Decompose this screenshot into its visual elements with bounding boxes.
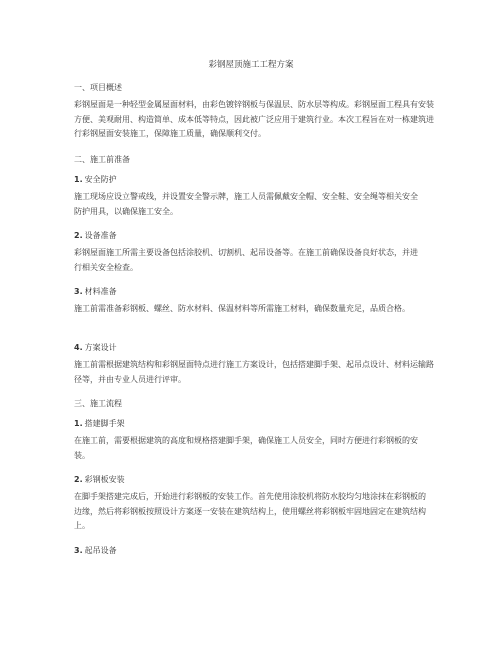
subsection-title: 搭建脚手架: [84, 419, 125, 428]
subsection-title: 材料准备: [84, 287, 117, 296]
subsection-title: 方案设计: [84, 343, 117, 352]
subsection-number: 2.: [74, 231, 83, 240]
subsection-number: 1.: [74, 175, 83, 184]
subsection-number: 1.: [74, 419, 83, 428]
subsection-heading: [74, 472, 125, 487]
subsection-title: 安全防护: [84, 175, 117, 184]
subsection-paragraph: 施工现场应设立警戒线，并设置安全警示牌，施工人员需佩戴安全帽、安全鞋、安全绳等相关安全防护用具，以确保施工安全。: [74, 192, 418, 216]
section-heading: 二、施工前准备: [74, 155, 130, 164]
subsection-number: 4.: [74, 343, 83, 352]
subsection-paragraph: 施工前需根据建筑结构和彩钢屋面特点进行施工方案设计，包括搭建脚手架、起吊点设计、材料运输路径等，并由专业人员进行评审。: [74, 360, 434, 384]
subsection-title: 起吊设备: [84, 546, 117, 555]
subsection-heading: [74, 284, 117, 299]
subsection-number: 2.: [74, 475, 83, 484]
subsection-number: 3.: [74, 546, 83, 555]
subsection-paragraph: 施工前需准备彩钢板、螺丝、防水材料、保温材料等所需施工材料，确保数量充足，品质合格。: [74, 304, 410, 313]
subsection-heading: [74, 228, 117, 243]
subsection-heading: [74, 416, 125, 431]
section-paragraph: 彩钢屋面是一种轻型金属屋面材料，由彩色镀锌钢板与保温层、防水层等构成。彩钢屋面工程具有安装方便、美观耐用、构造简单、成本低等特点，因此被广泛应用于建筑行业。本次工程旨在对一栋建筑进行彩钢屋面安装施工，保障施工质量，确保顺利交付。: [74, 100, 434, 138]
subsection-heading: [74, 543, 117, 558]
subsection-title: 设备准备: [84, 231, 117, 240]
subsection-heading: [74, 340, 117, 355]
subsection-paragraph: 彩钢屋面施工所需主要设备包括涂胶机、切割机、起吊设备等。在施工前确保设备良好状态，并进行相关安全检查。: [74, 248, 418, 272]
subsection-paragraph: 在施工前，需要根据建筑的高度和规格搭建脚手架，确保施工人员安全，同时方便进行彩钢板的安装。: [74, 436, 418, 460]
document-title: 彩钢屋顶施工工程方案: [208, 60, 294, 70]
section-heading: 一、项目概述: [74, 83, 122, 92]
subsection-title: 彩钢板安装: [84, 475, 125, 484]
subsection-number: 3.: [74, 287, 83, 296]
subsection-heading: [74, 172, 117, 187]
section-heading: 三、施工流程: [74, 399, 122, 408]
subsection-paragraph: 在脚手架搭建完成后，开始进行彩钢板的安装工作。首先使用涂胶机将防水胶均匀地涂抹在彩钢板的边缘，然后将彩钢板按照设计方案逐一安装在建筑结构上，使用螺丝将彩钢板牢固地固定在建筑结构上。: [74, 492, 426, 530]
